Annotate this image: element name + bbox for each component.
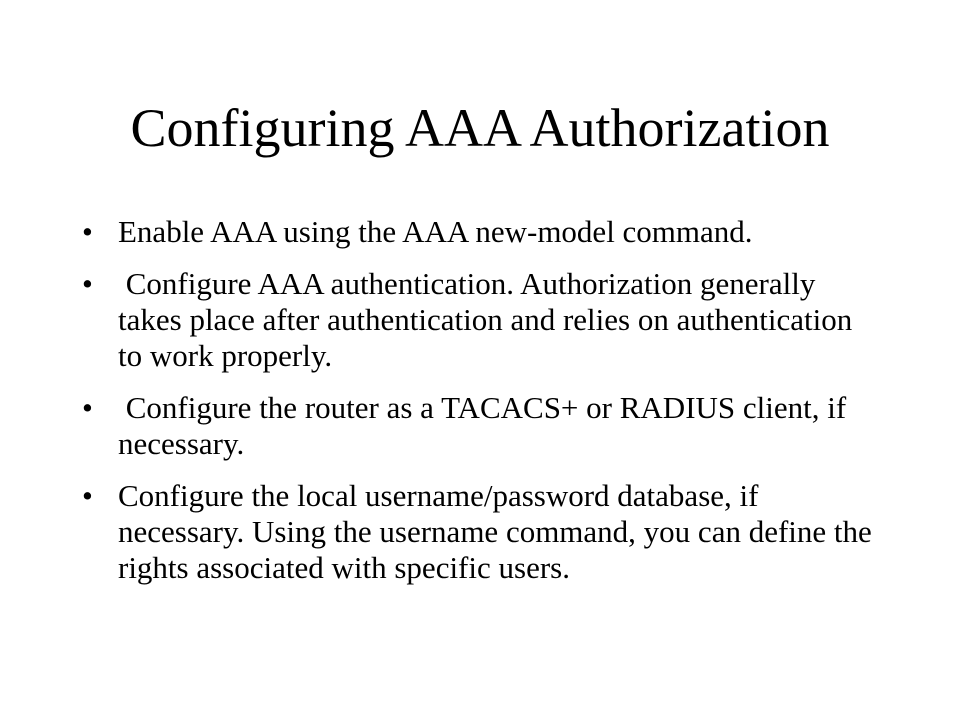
bullet-item (82, 478, 882, 586)
bullet-icon: • (82, 478, 93, 513)
bullet-text: Configure AAA authentication. Authorization generally takes place after authentication and relies on authentication to work properly. (118, 266, 860, 373)
bullet-text: Configure the local username/password database, if necessary. Using the username command, you can define the rights associated with specific users. (118, 478, 872, 585)
bullet-item (82, 214, 882, 250)
bullet-icon: • (82, 266, 93, 301)
bullet-text: Configure the router as a TACACS+ or RADIUS client, if necessary. (118, 390, 854, 461)
bullet-item (82, 390, 882, 462)
bullet-item (82, 266, 882, 374)
bullet-list (82, 214, 882, 602)
bullet-icon: • (82, 214, 93, 249)
slide-title: Configuring AAA Authorization (130, 98, 830, 158)
bullet-text: Enable AAA using the AAA new-model command. (118, 214, 753, 249)
bullet-icon: • (82, 390, 93, 425)
